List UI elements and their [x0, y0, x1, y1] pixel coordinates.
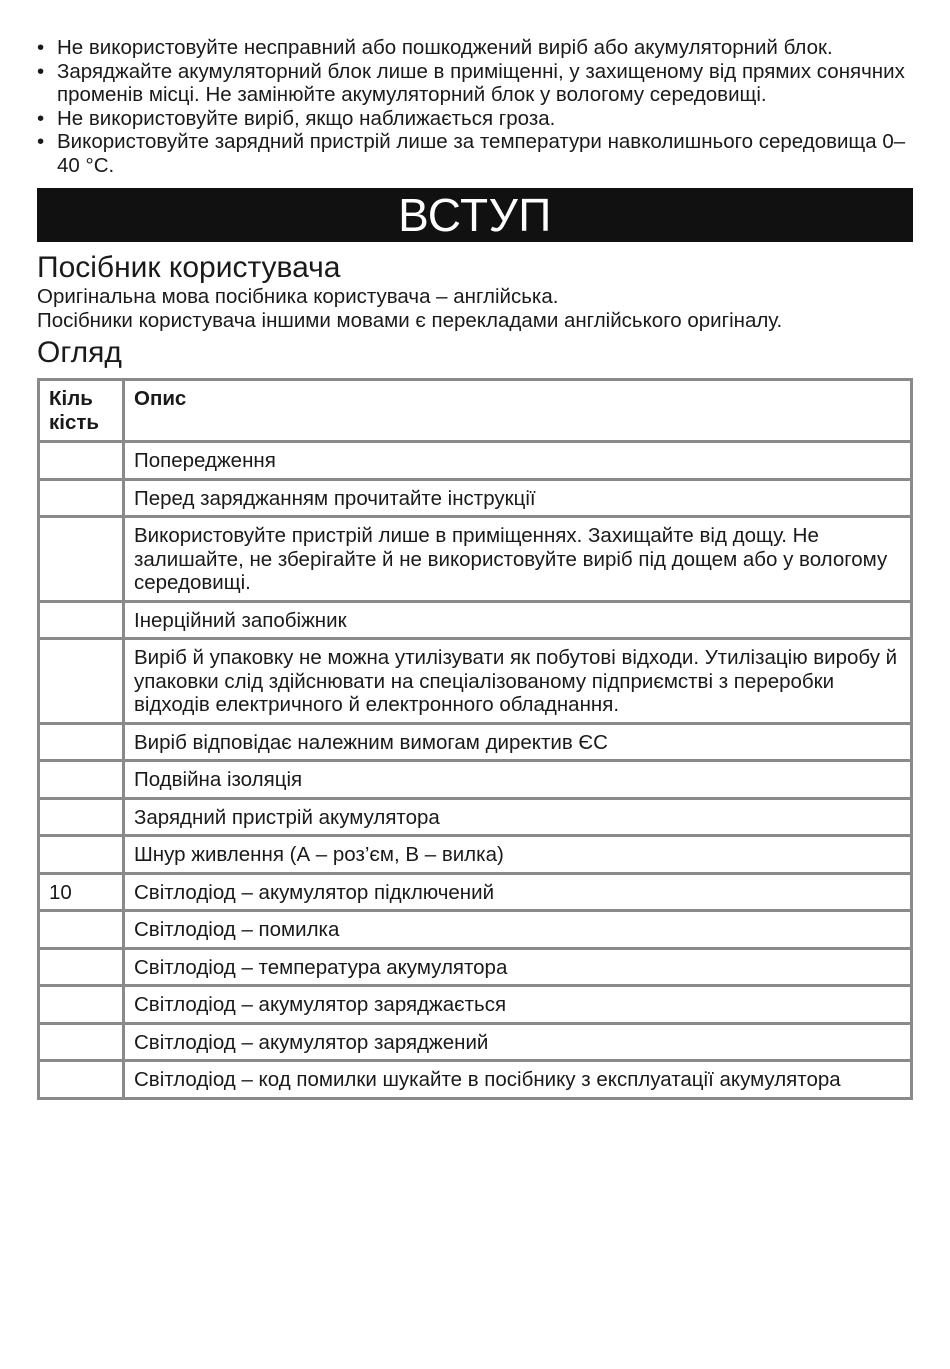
safety-bullet: • Не використовуйте виріб, якщо наближається гроза. [37, 107, 913, 131]
quantity-cell [39, 948, 124, 986]
description-cell: Світлодіод – помилка [124, 911, 912, 949]
table-row [39, 442, 912, 480]
description-cell: Світлодіод – акумулятор заряджений [124, 1023, 912, 1061]
description-cell: Зарядний пристрій акумулятора [124, 798, 912, 836]
table-row [39, 723, 912, 761]
table-row [39, 761, 912, 799]
description-cell: Подвійна ізоляція [124, 761, 912, 799]
quantity-cell [39, 517, 124, 602]
quantity-cell [39, 1061, 124, 1099]
quantity-cell [39, 911, 124, 949]
description-cell: Світлодіод – температура акумулятора [124, 948, 912, 986]
table-row [39, 798, 912, 836]
description-cell: Виріб відповідає належним вимогам директив ЄС [124, 723, 912, 761]
quantity-cell [39, 442, 124, 480]
overview-heading: Огляд [37, 336, 122, 369]
quantity-cell: 10 [39, 873, 124, 911]
table-row [39, 601, 912, 639]
table-row [39, 517, 912, 602]
table-row [39, 948, 912, 986]
overview-table-body [39, 442, 912, 1099]
description-cell: Світлодіод – код помилки шукайте в посібнику з експлуатації акумулятора [124, 1061, 912, 1099]
safety-bullet: • Заряджайте акумуляторний блок лише в приміщенні, у захищеному від прямих сонячних променів місці. Не замінюйте акумуляторний блок у вологому середовищі. [37, 60, 913, 107]
quantity-cell [39, 601, 124, 639]
table-row [39, 986, 912, 1024]
description-cell: Інерційний запобіжник [124, 601, 912, 639]
description-cell: Виріб й упаковку не можна утилізувати як побутові відходи. Утилізацію виробу й упаковки слід здійснювати на спеціалізованому підприємстві з переробки відходів електричного й електронного обладнання. [124, 639, 912, 724]
table-row [39, 1061, 912, 1099]
description-cell: Попередження [124, 442, 912, 480]
quantity-cell [39, 986, 124, 1024]
quantity-cell [39, 1023, 124, 1061]
quantity-cell [39, 836, 124, 874]
table-row [39, 639, 912, 724]
quantity-cell [39, 761, 124, 799]
table-row [39, 911, 912, 949]
quantity-cell [39, 723, 124, 761]
section-banner: ВСТУП [37, 188, 913, 242]
guide-line-translations: Посібники користувача іншими мовами є перекладами англійського оригіналу. [37, 309, 783, 332]
quantity-cell [39, 798, 124, 836]
quantity-cell [39, 639, 124, 724]
description-cell: Перед заряджанням прочитайте інструкції [124, 479, 912, 517]
column-header-description: Опис [124, 380, 912, 442]
safety-bullet: • Використовуйте зарядний пристрій лише за температури навколишнього середовища 0–40 °C. [37, 130, 913, 177]
description-cell: Світлодіод – акумулятор заряджається [124, 986, 912, 1024]
table-row [39, 479, 912, 517]
description-cell: Шнур живлення (А – роз’єм, В – вилка) [124, 836, 912, 874]
safety-bullet: • Не використовуйте несправний або пошкоджений виріб або акумуляторний блок. [37, 36, 913, 60]
manual-page [37, 36, 913, 1100]
table-row [39, 1023, 912, 1061]
guide-heading: Посібник користувача [37, 251, 341, 284]
quantity-cell [39, 479, 124, 517]
table-row [39, 873, 912, 911]
description-cell: Світлодіод – акумулятор підключений [124, 873, 912, 911]
column-header-quantity: Кіль кість [39, 380, 124, 442]
overview-table [37, 378, 913, 1100]
description-cell: Використовуйте пристрій лише в приміщеннях. Захищайте від дощу. Не залишайте, не зберігайте й не використовуйте виріб під дощем або у вологому середовищі. [124, 517, 912, 602]
guide-line-original: Оригінальна мова посібника користувача – англійська. [37, 285, 559, 308]
table-row [39, 836, 912, 874]
safety-bullet-list [37, 36, 913, 177]
table-header-row [39, 380, 912, 442]
